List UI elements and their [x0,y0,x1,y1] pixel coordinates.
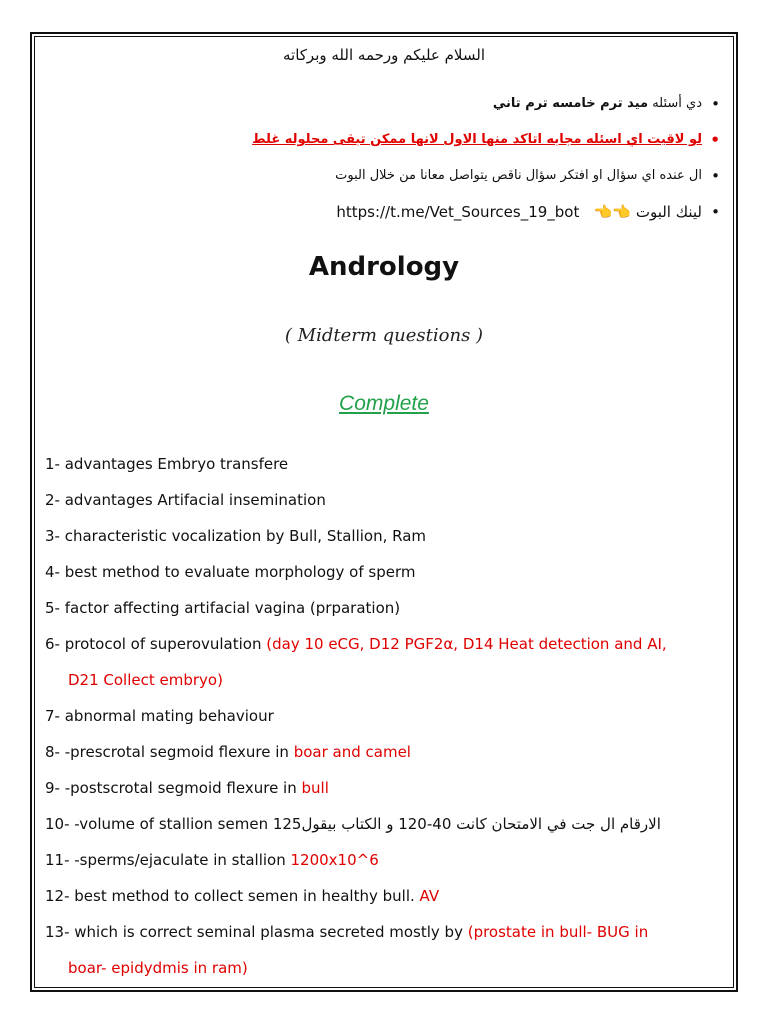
pointing-hand-icon: 👈👈 [593,203,632,221]
list-item: 3- characteristic vocalization by Bull, Stallion, Ram [45,527,427,545]
note-contact: • ال عنده اي سؤال او افتكر سؤال ناقص يتواصل معانا من خلال البوت [82,164,722,200]
answer-text: bull [301,779,329,797]
list-item [45,878,725,914]
list-item: 4- best method to evaluate morphology of sperm [45,563,416,581]
answer-note: الارقام ال جت في الامتحان كانت 40-120 و الكتاب بيقول125 [272,815,661,833]
answer-text: AV [419,887,440,905]
list-item-continuation [45,662,725,698]
note-exam-info [82,92,722,128]
list-item [45,806,725,842]
answer-text: D21 Collect embryo) [68,671,223,689]
question-text: 12- best method to collect semen in healthy bull. [45,887,420,905]
answer-text: boar and camel [293,743,411,761]
note-exam-info-bold: ميد ترم خامسه ترم تاني [492,96,649,111]
notes-list [82,92,722,236]
bot-link-label: لينك البوت [635,203,702,221]
list-item [45,626,725,662]
question-text: 8- -prescrotal segmoid flexure in [45,743,294,761]
list-item [45,842,725,878]
question-text: 6- protocol of superovulation [45,635,267,653]
list-item [45,914,725,950]
page-subtitle: ( Midterm questions ) [284,325,484,346]
list-item: 7- abnormal mating behaviour [45,707,274,725]
list-item-continuation [45,950,725,986]
question-text: 13- which is correct seminal plasma secreted mostly by [45,923,468,941]
question-text: 10- -volume of stallion semen [45,815,273,833]
note-bot-link [82,200,722,236]
list-item: 1- advantages Embryo transfere [45,455,289,473]
list-item [45,770,725,806]
answer-text: (prostate in bull- BUG in [467,923,649,941]
section-heading: Complete [339,392,429,415]
list-item: 5- factor affecting artifacial vagina (prparation) [45,599,401,617]
questions-list [45,446,725,986]
question-text: 11- -sperms/ejaculate in stallion [45,851,291,869]
note-exam-info-prefix: دي أسئله [652,96,702,111]
list-item: 2- advantages Artifacial insemination [45,491,326,509]
greeting: السلام عليكم ورحمه الله وبركاته [283,46,485,64]
question-text: 9- -postscrotal segmoid flexure in [45,779,302,797]
answer-text: boar- epidydmis in ram) [68,959,248,977]
answer-text: 1200x10^6 [290,851,379,869]
note-warning: • لو لاقيت اي اسئله مجابه اتاكد منها الاول لانها ممكن تبقى محلوله غلط [82,128,722,164]
answer-text: (day 10 eCG, D12 PGF2α, D14 Heat detection and AI, [266,635,667,653]
bot-link-url[interactable]: https://t.me/Vet_Sources_19_bot [336,203,580,221]
page-title: Andrology [308,252,460,282]
list-item [45,734,725,770]
